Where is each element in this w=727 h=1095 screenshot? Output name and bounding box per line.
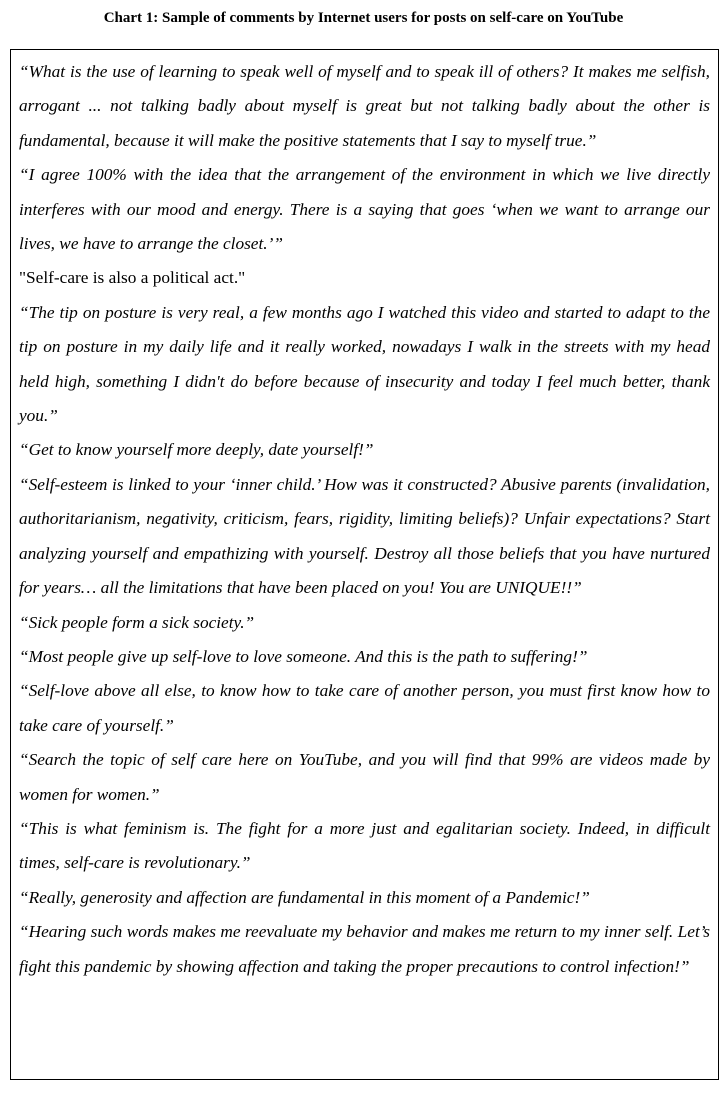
- comment-item: “Hearing such words makes me reevaluate my behavior and makes me return to my inner self. Let’s fight this pandemic by showing affection and taking the proper precautions to control infection!”: [19, 922, 710, 976]
- comment-item: “This is what feminism is. The fight for a more just and egalitarian society. Indeed, in difficult times, self-care is revolutionary.”: [19, 818, 710, 873]
- comment-item: “Sick people form a sick society.”: [19, 612, 255, 632]
- comment-item: “Really, generosity and affection are fundamental in this moment of a Pandemic!”: [19, 887, 590, 907]
- comment-item: “Search the topic of self care here on YouTube, and you will find that 99% are videos made by women for women.”: [19, 750, 710, 804]
- comments-box: [10, 49, 719, 1080]
- comment-item: “Most people give up self-love to love someone. And this is the path to suffering!”: [19, 646, 588, 666]
- chart-caption: Chart 1: Sample of comments by Internet users for posts on self-care on YouTube: [103, 10, 624, 26]
- comment-item: "Self-care is also a political act.": [19, 268, 246, 288]
- comment-item: “Self-esteem is linked to your ‘inner child.’ How was it constructed? Abusive parents (invalidation, authoritarianism, negativity, criticism, fears, rigidity, limiting beliefs)? Unfair expectations? Start analyzing yourself and empathizing with yourself. Destroy all those beliefs that you have nurtured for years… all the limitations that have been placed on you! You are UNIQUE!!”: [19, 474, 710, 598]
- comment-item: “I agree 100% with the idea that the arrangement of the environment in which we live directly interferes with our mood and energy. There is a saying that goes ‘when we want to arrange our lives, we have to arrange the closet.’”: [19, 165, 710, 254]
- comment-item: “Self-love above all else, to know how to take care of another person, you must first know how to take care of yourself.”: [19, 681, 710, 735]
- comment-item: “Get to know yourself more deeply, date yourself!”: [19, 440, 374, 460]
- comment-item: “The tip on posture is very real, a few months ago I watched this video and started to adapt to the tip on posture in my daily life and it really worked, nowadays I walk in the streets with my head held high, something I didn't do before because of insecurity and today I feel much better, thank you.”: [19, 302, 710, 426]
- comment-item: “What is the use of learning to speak well of myself and to speak ill of others? It makes me selfish, arrogant ... not talking badly about myself is great but not talking badly about the other is fundamental, because it will make the positive statements that I say to myself true.”: [19, 62, 710, 150]
